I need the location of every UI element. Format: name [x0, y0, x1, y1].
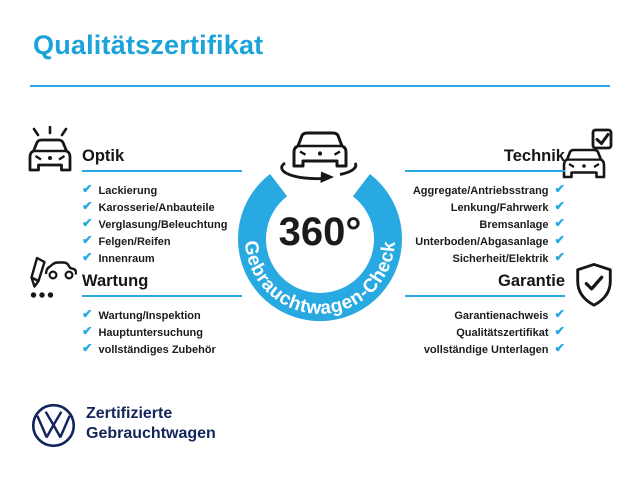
check-item-label: vollständiges Zubehör: [98, 343, 216, 356]
check-icon: ✔: [82, 250, 93, 265]
check-item: [405, 182, 565, 199]
check-item-label: Karosserie/Anbauteile: [98, 201, 215, 214]
check-item-label: Qualitätszertifikat: [456, 326, 549, 339]
brand-claim-line2: Gebrauchtwagen: [86, 425, 216, 442]
check-item: [82, 182, 242, 199]
checklist-wartung: [82, 307, 242, 358]
check-icon: ✔: [82, 216, 93, 231]
check-item: [405, 307, 565, 324]
check-item: [405, 250, 565, 267]
check-item: [82, 250, 242, 267]
page-title: Qualitätszertifikat: [33, 30, 264, 60]
check-icon: ✔: [82, 307, 93, 322]
section-wartung: [82, 272, 242, 358]
check-item-label: Wartung/Inspektion: [98, 309, 201, 322]
check-item: [82, 199, 242, 216]
section-optik: [82, 147, 242, 267]
degree-label: 360°: [278, 210, 362, 254]
section-technik: [405, 147, 565, 267]
check-icon: ✔: [554, 324, 565, 339]
check-item: [405, 233, 565, 250]
check-icon: ✔: [82, 199, 93, 214]
check-item-label: Lackierung: [98, 184, 158, 197]
check-item: [405, 199, 565, 216]
check-item-label: Hauptuntersuchung: [98, 326, 203, 339]
shield-check-icon: [571, 261, 617, 311]
section-garantie: [405, 272, 565, 358]
checklist-technik: [405, 182, 565, 267]
check-item-label: Sicherheit/Elektrik: [452, 252, 549, 265]
check-icon: ✔: [554, 341, 565, 356]
check-item-label: vollständige Unterlagen: [423, 343, 549, 356]
check-item: [82, 341, 242, 358]
section-title-garantie: Garantie: [405, 272, 565, 297]
section-title-technik: Technik: [405, 147, 565, 172]
check-item: [82, 324, 242, 341]
check-item-label: Unterboden/Abgasanlage: [415, 235, 549, 248]
check-item: [405, 341, 565, 358]
check-icon: ✔: [554, 182, 565, 197]
ring-curved-label: Gebrauchtwagen-Check: [239, 239, 401, 320]
check-item-label: Lenkung/Fahrwerk: [450, 201, 549, 214]
checklist-optik: [82, 182, 242, 267]
check-icon: ✔: [82, 233, 93, 248]
section-title-wartung: Wartung: [82, 272, 242, 297]
check-icon: ✔: [554, 233, 565, 248]
header-divider: [30, 85, 610, 87]
check-item-label: Garantienachweis: [454, 309, 549, 322]
check-item-label: Innenraum: [98, 252, 155, 265]
check-icon: ✔: [554, 199, 565, 214]
brand-claim: [86, 404, 216, 444]
check-item-label: Aggregate/Antriebsstrang: [412, 184, 549, 197]
check-icon: ✔: [554, 250, 565, 265]
check-item: [82, 216, 242, 233]
vw-logo: [30, 402, 77, 454]
car-shine-icon: [25, 126, 75, 180]
brand-claim-line1: Zertifizierte: [86, 405, 173, 422]
checklist-garantie: [405, 307, 565, 358]
check-icon: ✔: [554, 216, 565, 231]
check-icon: ✔: [554, 307, 565, 322]
check-icon: ✔: [82, 341, 93, 356]
section-title-optik: Optik: [82, 147, 242, 172]
check-item: [82, 307, 242, 324]
car-rotation-icon: [268, 122, 372, 186]
check-icon: ✔: [82, 182, 93, 197]
check-item-label: Felgen/Reifen: [98, 235, 171, 248]
check-item: [82, 233, 242, 250]
car-checkbox-icon: [560, 127, 614, 181]
check-icon: ✔: [82, 324, 93, 339]
check-item: [405, 324, 565, 341]
check-item-label: Bremsanlage: [479, 218, 549, 231]
check-item: [405, 216, 565, 233]
check-item-label: Verglasung/Beleuchtung: [98, 218, 228, 231]
pen-car-icon: [25, 254, 77, 310]
